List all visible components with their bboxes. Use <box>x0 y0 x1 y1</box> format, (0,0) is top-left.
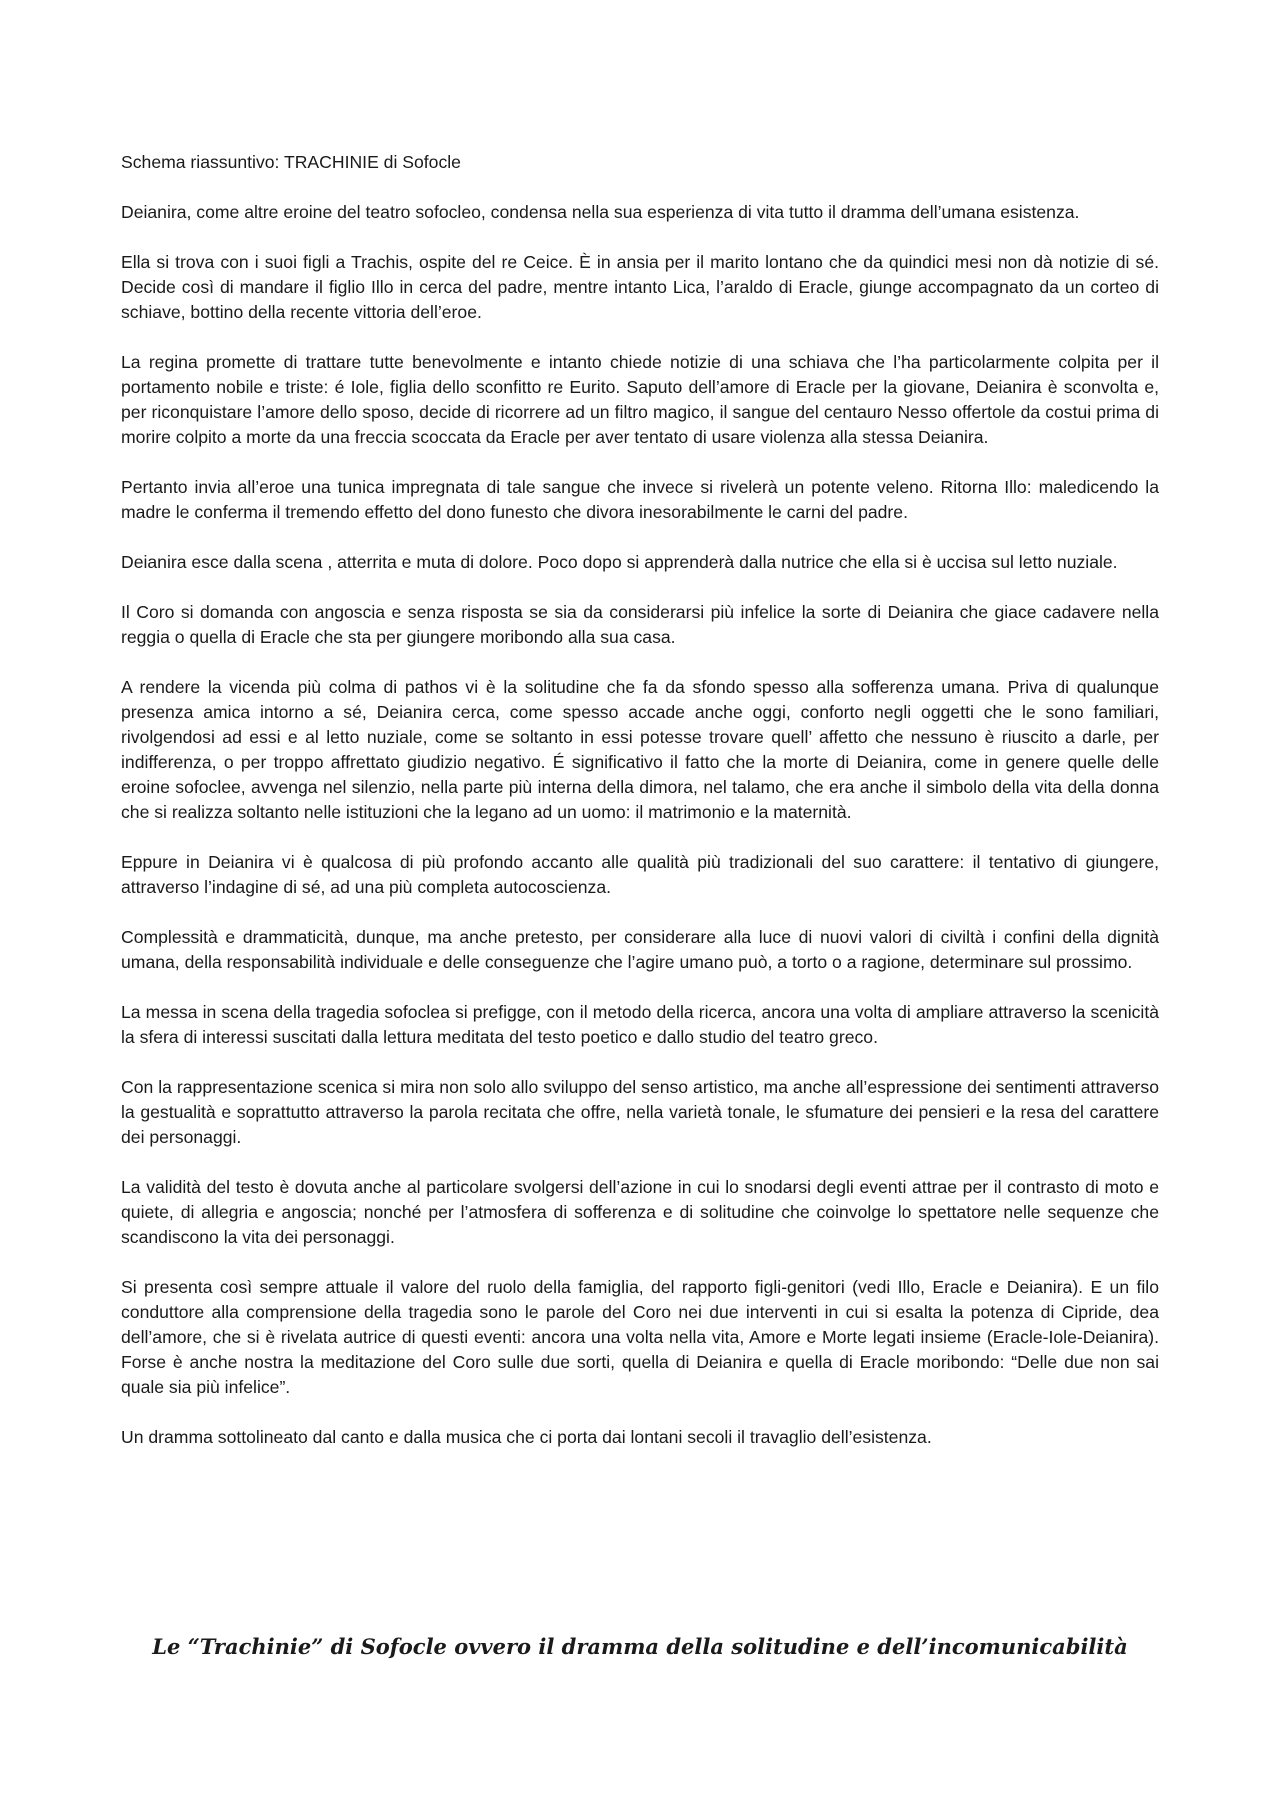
paragraph: Si presenta così sempre attuale il valore del ruolo della famiglia, del rapporto figli-genitori (vedi Illo, Eracle e Deianira). E un filo conduttore alla comprensione della tragedia sono le parole del Coro nei due interventi in cui si esalta la potenza di Cipride, dea dell’amore, che si è rivelata autrice di questi eventi: ancora una volta nella vita, Amore e Morte legati insieme (Eracle-Iole-Deianira). Forse è anche nostra la meditazione del Coro sulle due sorti, quella di Deianira e quella di Eracle moribondo: “Delle due non sai quale sia più infelice”. <box>121 1277 1159 1397</box>
paragraph: Ella si trova con i suoi figli a Trachis, ospite del re Ceice. È in ansia per il marito lontano che da quindici mesi non dà notizie di sé. Decide così di mandare il figlio Illo in cerca del padre, mentre intanto Lica, l’araldo di Eracle, giunge accompagnato da un corteo di schiave, bottino della recente vittoria dell’eroe. <box>121 252 1159 322</box>
paragraph: La validità del testo è dovuta anche al particolare svolgersi dell’azione in cui lo snodarsi degli eventi attrae per il contrasto di moto e quiete, di allegria e angoscia; nonché per l’atmosfera di sofferenza e di solitudine che coinvolge lo spettatore nelle sequenze che scandiscono la vita dei personaggi. <box>121 1177 1159 1247</box>
paragraph: Complessità e drammaticità, dunque, ma anche pretesto, per considerare alla luce di nuovi valori di civiltà i confini della dignità umana, della responsabilità individuale e delle conseguenze che l’agire umano può, a torto o a ragione, determinare sul prossimo. <box>121 927 1159 972</box>
footer-title: Le “Trachinie” di Sofocle ovvero il dramma della solitudine e dell’incomunicabilità <box>152 1634 1128 1659</box>
document-heading: Schema riassuntivo: TRACHINIE di Sofocle <box>121 152 461 172</box>
paragraph: Con la rappresentazione scenica si mira non solo allo sviluppo del senso artistico, ma anche all’espressione dei sentimenti attraverso la gestualità e soprattutto attraverso la parola recitata che offre, nella varietà tonale, le sfumature dei pensieri e la resa del carattere dei personaggi. <box>121 1077 1159 1147</box>
paragraph: Deianira esce dalla scena , atterrita e muta di dolore. Poco dopo si apprenderà dalla nutrice che ella si è uccisa sul letto nuziale. <box>121 552 1118 572</box>
paragraph: La regina promette di trattare tutte benevolmente e intanto chiede notizie di una schiava che l’ha particolarmente colpita per il portamento nobile e triste: é Iole, figlia dello sconfitto re Eurito. Saputo dell’amore di Eracle per la giovane, Deianira è sconvolta e, per riconquistare l’amore dello sposo, decide di ricorrere ad un filtro magico, il sangue del centauro Nesso offertole da costui prima di morire colpito a morte da una freccia scoccata da Eracle per aver tentato di usare violenza alla stessa Deianira. <box>121 352 1159 447</box>
paragraph: Deianira, come altre eroine del teatro sofocleo, condensa nella sua esperienza di vita tutto il dramma dell’umana esistenza. <box>121 202 1080 222</box>
document-body <box>121 150 1159 1475</box>
paragraph: A rendere la vicenda più colma di pathos vi è la solitudine che fa da sfondo spesso alla sofferenza umana. Priva di qualunque presenza amica intorno a sé, Deianira cerca, come spesso accade anche oggi, conforto negli oggetti che le sono familiari, rivolgendosi ad essi e al letto nuziale, come se soltanto in essi potesse trovare quell’ affetto che nessuno è riuscito a darle, per indifferenza, o per troppo affrettato giudizio negativo. É significativo il fatto che la morte di Deianira, come in genere quelle delle eroine sofoclee, avvenga nel silenzio, nella parte più interna della dimora, nel talamo, che era anche il simbolo della vita della donna che si realizza soltanto nelle istituzioni che la legano ad un uomo: il matrimonio e la maternità. <box>121 677 1159 822</box>
paragraph: Pertanto invia all’eroe una tunica impregnata di tale sangue che invece si rivelerà un potente veleno. Ritorna Illo: maledicendo la madre le conferma il tremendo effetto del dono funesto che divora inesorabilmente le carni del padre. <box>121 477 1159 522</box>
paragraph: Eppure in Deianira vi è qualcosa di più profondo accanto alle qualità più tradizionali del suo carattere: il tentativo di giungere, attraverso l’indagine di sé, ad una più completa autocoscienza. <box>121 852 1159 897</box>
paragraph: Il Coro si domanda con angoscia e senza risposta se sia da considerarsi più infelice la sorte di Deianira che giace cadavere nella reggia o quella di Eracle che sta per giungere moribondo alla sua casa. <box>121 602 1159 647</box>
paragraph: La messa in scena della tragedia sofoclea si prefigge, con il metodo della ricerca, ancora una volta di ampliare attraverso la scenicità la sfera di interessi suscitati dalla lettura meditata del testo poetico e dallo studio del teatro greco. <box>121 1002 1159 1047</box>
paragraph: Un dramma sottolineato dal canto e dalla musica che ci porta dai lontani secoli il travaglio dell’esistenza. <box>121 1427 932 1447</box>
